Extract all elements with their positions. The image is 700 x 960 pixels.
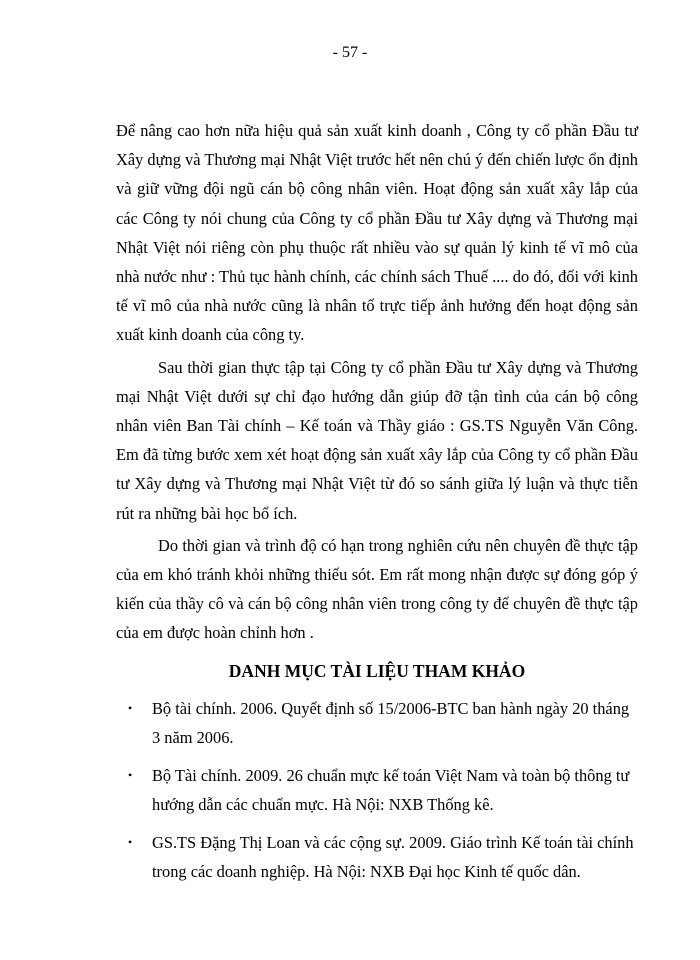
bullet-icon: • — [128, 700, 133, 715]
reference-item — [116, 761, 638, 819]
bullet-icon: • — [128, 767, 133, 782]
reference-item — [116, 828, 638, 886]
reference-text: Bộ tài chính. 2006. Quyết định số 15/2006-BTC ban hành ngày 20 tháng 3 năm 2006. — [152, 698, 630, 747]
paragraph-3: Do thời gian và trình độ có hạn trong nghiên cứu nên chuyên đề thực tập của em khó tránh khỏi những thiếu sót. Em rất mong nhận được sự đóng góp ý kiến của thầy cô và cán bộ công nhân viên trong công ty để chuyên đề thực tập của em được hoàn chỉnh hơn . — [116, 535, 638, 643]
reference-item — [116, 694, 638, 752]
bullet-icon: • — [128, 834, 133, 849]
paragraph-1: Để nâng cao hơn nữa hiệu quả sản xuất kinh doanh , Công ty cổ phần Đầu tư Xây dựng và Thương mại Nhật Việt trước hết nên chú ý đến chiến lược ổn định và giữ vững đội ngũ cán bộ công nhân viên. Hoạt động sản xuất xây lắp của các Công ty nói chung của Công ty cổ phần Đầu tư Xây dựng và Thương mại Nhật Việt nói riêng còn phụ thuộc rất nhiều vào sự quản lý kinh tế vĩ mô của nhà nước như : Thủ tục hành chính, các chính sách Thuế .... do đó, đối với kinh tế vĩ mô của nhà nước cũng là nhân tố trực tiếp ảnh hưởng đến hoạt động sản xuất kinh doanh của công ty. — [116, 121, 638, 345]
reference-text: GS.TS Đặng Thị Loan và các cộng sự. 2009. Giáo trình Kế toán tài chính trong các doanh nghiệp. Hà Nội: NXB Đại học Kinh tế quốc dân. — [152, 832, 634, 881]
paragraph-2: Sau thời gian thực tập tại Công ty cổ phần Đầu tư Xây dựng và Thương mại Nhật Việt dưới sự chỉ đạo hướng dẫn giúp đỡ tận tình của cán bộ công nhân viên Ban Tài chính – Kế toán và Thầy giáo : GS.TS Nguyễn Văn Công. Em đã từng bước xem xét hoạt động sản xuất xây lắp của Công ty cổ phần Đầu tư Xây dựng và Thương mại Nhật Việt từ đó so sánh giữa lý luận và thực tiễn rút ra những bài học bổ ích. — [116, 357, 638, 523]
page-number: - 57 - — [332, 44, 368, 61]
document-body — [116, 116, 638, 895]
references-list — [116, 694, 638, 886]
reference-text: Bộ Tài chính. 2009. 26 chuẩn mực kế toán Việt Nam và toàn bộ thông tư hướng dẫn các chuẩn mực. Hà Nội: NXB Thống kê. — [152, 765, 630, 814]
references-heading: DANH MỤC TÀI LIỆU THAM KHẢO — [228, 660, 526, 681]
